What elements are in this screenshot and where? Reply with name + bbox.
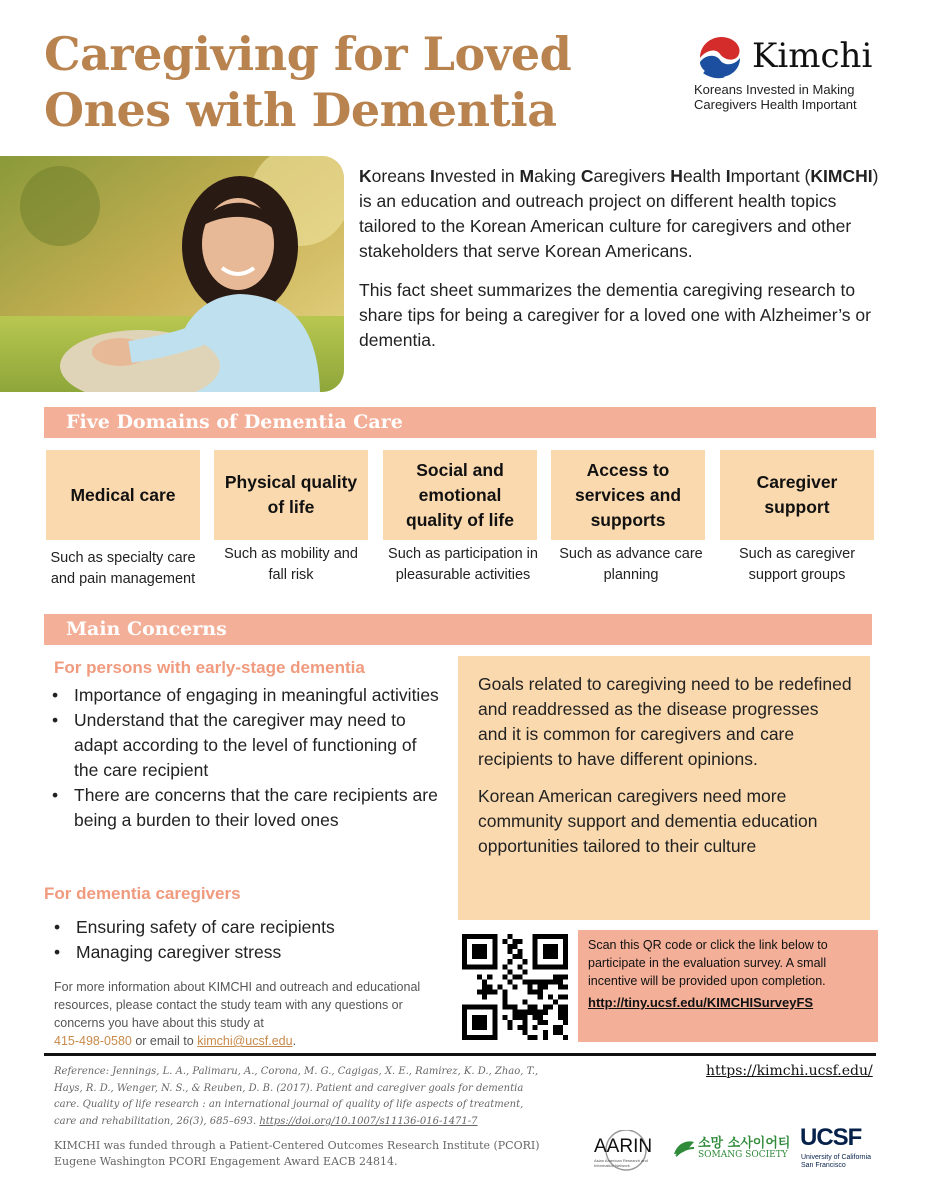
- qr-module: [502, 990, 507, 995]
- domain-desc-access: Such as advance care planning: [559, 546, 703, 583]
- contact-info: [54, 978, 434, 1050]
- early-stage-list: [42, 683, 442, 833]
- title-line-1: Caregiving for Loved: [44, 27, 572, 81]
- qr-module: [523, 1025, 528, 1030]
- qr-module: [563, 1020, 568, 1025]
- concerns-heading: Main Concerns: [66, 618, 227, 640]
- domain-box-medical: [46, 450, 200, 540]
- aarin-logo: [590, 1130, 660, 1174]
- domain-desc-caregiver: Such as caregiver support groups: [738, 546, 856, 583]
- list-item: • Ensuring safety of care recipients: [44, 915, 444, 940]
- goals-box: [458, 656, 870, 920]
- qr-module: [543, 1005, 548, 1010]
- qr-module: [538, 984, 543, 989]
- qr-module: [518, 954, 523, 959]
- qr-module: [523, 1015, 528, 1020]
- qr-module: [523, 979, 528, 984]
- reference-text: Reference: Jennings, L. A., Palimaru, A., Corona, M. G., Cagigas, X. E., Ramirez, K. D., Zhao, T., Hays, R. D., Wenger, N. S., & Reuben, D. B. (2017). Patient and caregiver goals for dementia care. Quality of life research : an international journal of quality of life aspects of treatment, care and rehabilitation, 26(3), 685–693.: [54, 1066, 539, 1127]
- qr-module: [523, 1030, 528, 1035]
- page-title: [44, 26, 604, 138]
- qr-module: [533, 990, 538, 995]
- qr-module: [558, 1010, 563, 1015]
- domain-title: Caregiver support: [756, 472, 838, 517]
- qr-module: [502, 1000, 507, 1005]
- qr-module: [507, 1005, 512, 1010]
- qr-module: [548, 1005, 553, 1010]
- somang-korean: 소망 소사이어티: [698, 1136, 791, 1151]
- qr-module: [543, 979, 548, 984]
- qr-module: [507, 959, 512, 964]
- list-item: • Managing caregiver stress: [44, 940, 444, 965]
- qr-module: [507, 934, 512, 939]
- qr-module: [543, 984, 548, 989]
- qr-module: [538, 1020, 543, 1025]
- qr-module: [533, 1010, 538, 1015]
- ucsf-subtitle: [801, 1154, 871, 1170]
- qr-module: [492, 990, 497, 995]
- qr-module: [507, 944, 512, 949]
- qr-module: [538, 1010, 543, 1015]
- qr-module: [518, 939, 523, 944]
- qr-module: [512, 1005, 517, 1010]
- qr-module: [558, 1025, 563, 1030]
- ucsf-logo: [800, 1124, 880, 1174]
- qr-module: [538, 979, 543, 984]
- qr-module: [548, 979, 553, 984]
- qr-module: [502, 964, 507, 969]
- qr-module: [512, 954, 517, 959]
- qr-module: [487, 990, 492, 995]
- qr-module: [512, 1010, 517, 1015]
- qr-module: [502, 995, 507, 1000]
- qr-module: [477, 974, 482, 979]
- qr-module: [518, 974, 523, 979]
- qr-module: [563, 984, 568, 989]
- qr-module: [533, 979, 538, 984]
- qr-module: [518, 1010, 523, 1015]
- caregivers-heading: For dementia caregivers: [44, 884, 241, 903]
- qr-module: [543, 1030, 548, 1035]
- qr-module: [533, 1035, 538, 1040]
- ucsf-subtitle-1: University of California: [801, 1154, 872, 1161]
- qr-module: [502, 1005, 507, 1010]
- footer-divider: [44, 1053, 876, 1056]
- qr-module: [528, 979, 533, 984]
- survey-link[interactable]: http://tiny.ucsf.edu/KIMCHISurveyFS: [588, 995, 814, 1010]
- caregivers-list: [44, 915, 444, 965]
- qr-module: [563, 1035, 568, 1040]
- qr-module: [528, 1035, 533, 1040]
- qr-module: [538, 995, 543, 1000]
- concerns-section-bar: [44, 614, 872, 645]
- somang-english: SOMANG SOCIETY: [698, 1150, 788, 1160]
- qr-module: [482, 995, 487, 1000]
- somang-leaf-icon: [672, 1136, 696, 1160]
- qr-module: [558, 995, 563, 1000]
- qr-finder-center: [472, 1015, 487, 1030]
- qr-module: [512, 1015, 517, 1020]
- qr-module: [558, 1005, 563, 1010]
- qr-module: [507, 1020, 512, 1025]
- qr-module: [543, 1020, 548, 1025]
- qr-module: [482, 979, 487, 984]
- qr-module: [507, 1025, 512, 1030]
- domain-title: Social and emotional quality of life: [406, 459, 514, 530]
- qr-module: [558, 1015, 563, 1020]
- qr-module: [563, 974, 568, 979]
- qr-module: [528, 990, 533, 995]
- qr-module: [538, 990, 543, 995]
- aarin-name: AARIN: [594, 1136, 653, 1157]
- domain-box-access: [551, 450, 705, 540]
- kimchi-logo: [694, 32, 894, 114]
- contact-end: .: [292, 1034, 297, 1048]
- domain-desc-medical: Such as specialty care and pain management: [50, 550, 196, 587]
- qr-module: [502, 1015, 507, 1020]
- qr-module: [507, 979, 512, 984]
- qr-module: [558, 979, 563, 984]
- domain-box-physical: [214, 450, 368, 540]
- qr-module: [553, 974, 558, 979]
- reference-doi-link[interactable]: https://doi.org/10.1007/s11136-016-1471-7: [259, 1115, 478, 1127]
- qr-module: [487, 984, 492, 989]
- domains-heading: Five Domains of Dementia Care: [66, 411, 403, 433]
- qr-module: [523, 1000, 528, 1005]
- list-item: • Importance of engaging in meaningful activities: [42, 683, 442, 708]
- qr-module: [558, 974, 563, 979]
- qr-module: [543, 1010, 548, 1015]
- website-link[interactable]: https://kimchi.ucsf.edu/: [706, 1063, 873, 1079]
- qr-module: [553, 979, 558, 984]
- logo-tagline-2: Caregivers Health Important: [694, 97, 857, 112]
- logo-tagline-1: Koreans Invested in Making: [694, 82, 855, 97]
- qr-module: [563, 995, 568, 1000]
- qr-module: [512, 984, 517, 989]
- qr-module: [558, 984, 563, 989]
- qr-module: [482, 984, 487, 989]
- qr-module: [512, 974, 517, 979]
- contact-phone[interactable]: 415-498-0580: [54, 1034, 132, 1048]
- survey-text: Scan this QR code or click the link below to participate in the evaluation survey. A small incentive will be provided upon completion.: [588, 938, 828, 988]
- qr-module: [528, 1005, 533, 1010]
- domain-desc-physical: Such as mobility and fall risk: [224, 546, 358, 583]
- qr-module: [512, 939, 517, 944]
- intro-text: [359, 164, 879, 367]
- domains-section-bar: [44, 407, 876, 438]
- qr-module: [553, 1030, 558, 1035]
- ucsf-subtitle-2: San Francisco: [801, 1162, 846, 1169]
- qr-module: [528, 1010, 533, 1015]
- funding-statement: KIMCHI was funded through a Patient-Centered Outcomes Research Institute (PCORI) Eugene Washington PCORI Engagement Award EACB 24814.: [54, 1139, 540, 1168]
- intro-paragraph-1: Koreans Invested in Making Caregivers Health Important (KIMCHI) is an education and outreach project on different health topics tailored to the Korean American culture for caregivers and other stakeholders that serve Korean Americans.: [359, 166, 879, 261]
- qr-module: [548, 995, 553, 1000]
- domain-desc-social: Such as participation in pleasurable activities: [388, 546, 538, 583]
- qr-module: [558, 1030, 563, 1035]
- logo-name: Kimchi: [752, 36, 873, 76]
- domain-box-caregiver: [720, 450, 874, 540]
- qr-module: [507, 969, 512, 974]
- qr-module: [487, 974, 492, 979]
- qr-module: [533, 1005, 538, 1010]
- ucsf-name: UCSF: [800, 1124, 862, 1151]
- qr-module: [523, 1010, 528, 1015]
- qr-module: [523, 959, 528, 964]
- qr-module: [533, 1025, 538, 1030]
- title-line-2: Ones with Dementia: [44, 83, 557, 137]
- qr-module: [553, 1000, 558, 1005]
- qr-module: [538, 1015, 543, 1020]
- domain-title: Access to services and supports: [574, 459, 682, 530]
- qr-module: [563, 1015, 568, 1020]
- aarin-subtitle: Asian American Research and Information Network: [594, 1158, 648, 1168]
- contact-text: For more information about KIMCHI and outreach and educational resources, please contact the study team with any questions or concerns you have about this study at: [54, 980, 421, 1030]
- qr-module: [563, 1005, 568, 1010]
- qr-finder-center: [472, 944, 487, 959]
- contact-or-email: or email to: [135, 1034, 194, 1048]
- logo-tagline: [694, 82, 857, 112]
- qr-module: [533, 1015, 538, 1020]
- qr-module: [543, 1035, 548, 1040]
- qr-finder-center: [543, 944, 558, 959]
- qr-module: [523, 1020, 528, 1025]
- qr-code[interactable]: [462, 934, 568, 1040]
- early-stage-heading: For persons with early-stage dementia: [54, 658, 365, 677]
- qr-module: [477, 990, 482, 995]
- goals-paragraph-2: Korean American caregivers need more community support and dementia education opportunities tailored to their culture: [478, 786, 818, 856]
- domain-title: Physical quality of life: [224, 472, 358, 517]
- intro-paragraph-2: This fact sheet summarizes the dementia caregiving research to share tips for being a caregiver for a loved one with Alzheimer’s or dementia.: [359, 280, 871, 350]
- qr-module: [502, 974, 507, 979]
- domain-box-social: [383, 450, 537, 540]
- qr-module: [553, 1025, 558, 1030]
- qr-module: [518, 1025, 523, 1030]
- reference-citation: [54, 1064, 540, 1130]
- qr-module: [523, 969, 528, 974]
- goals-paragraph-1: Goals related to caregiving need to be redefined and readdressed as the disease progresses and it is common for caregivers and care recipients to have different opinions.: [478, 674, 852, 769]
- contact-email-link[interactable]: kimchi@ucsf.edu: [197, 1034, 293, 1048]
- qr-module: [507, 949, 512, 954]
- qr-module: [563, 1010, 568, 1015]
- caregiver-photo: [0, 156, 344, 392]
- qr-module: [482, 990, 487, 995]
- qr-module: [518, 964, 523, 969]
- taeguk-icon: [696, 32, 744, 80]
- qr-module: [528, 984, 533, 989]
- list-item: • Understand that the caregiver may need to adapt according to the level of functioning of the care recipient: [42, 708, 442, 783]
- list-item: • There are concerns that the care recipients are being a burden to their loved ones: [42, 783, 442, 833]
- qr-module: [502, 939, 507, 944]
- woman-photo-illustration: [0, 156, 344, 392]
- qr-module: [518, 949, 523, 954]
- qr-module: [512, 944, 517, 949]
- qr-module: [518, 1015, 523, 1020]
- qr-module: [497, 984, 502, 989]
- survey-box: [578, 930, 878, 1042]
- domain-title: Medical care: [70, 484, 176, 505]
- somang-logo: [672, 1132, 792, 1172]
